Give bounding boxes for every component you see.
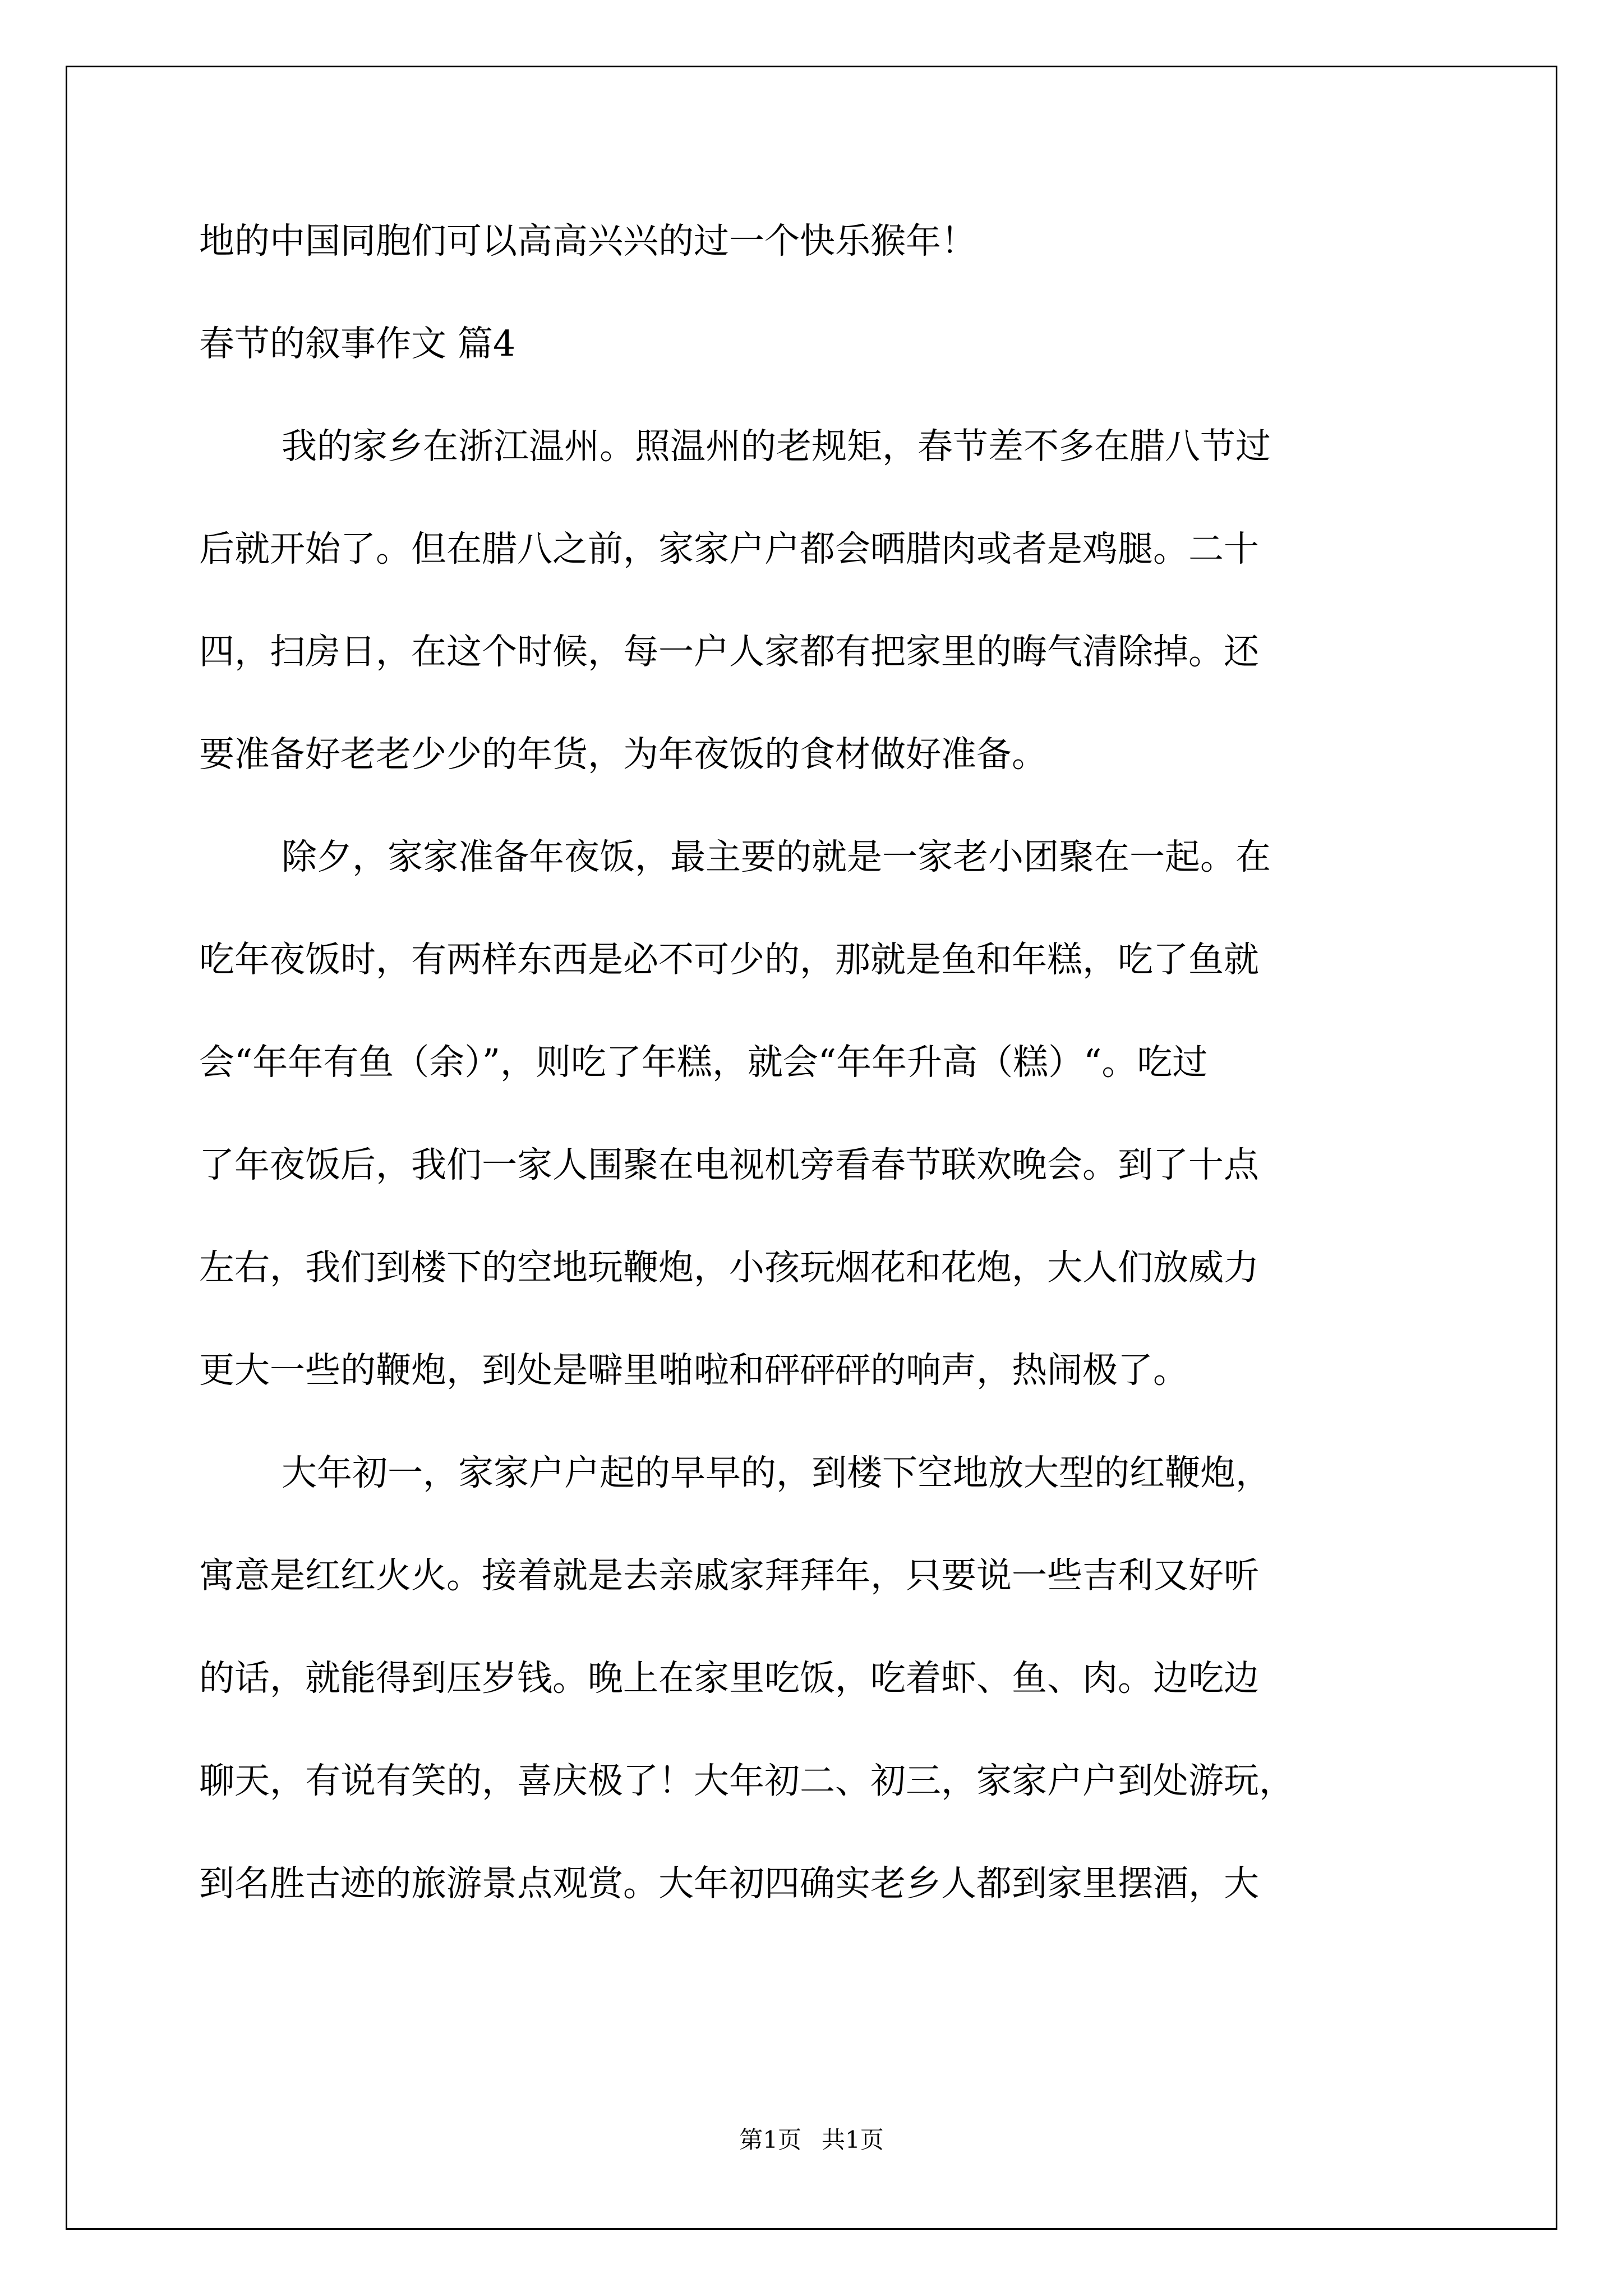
paragraph-first-line: 大年初一，家家户户起的早早的，到楼下空地放大型的红鞭炮，: [282, 1452, 1271, 1493]
text-line: 的话，就能得到压岁钱。晚上在家里吃饭，吃着虾、鱼、肉。边吃边: [199, 1658, 1259, 1699]
text-line: 左右，我们到楼下的空地玩鞭炮，小孩玩烟花和花炮，大人们放威力: [199, 1247, 1259, 1288]
paragraph-first-line: 我的家乡在浙江温州。照温州的老规矩，春节差不多在腊八节过: [282, 426, 1271, 467]
paragraph-first-line: 除夕，家家准备年夜饭，最主要的就是一家老小团聚在一起。在: [282, 836, 1271, 877]
text-line: 到名胜古迹的旅游景点观赏。大年初四确实老乡人都到家里摆酒，大: [199, 1863, 1259, 1904]
text-line: 吃年夜饭时，有两样东西是必不可少的，那就是鱼和年糕，吃了鱼就: [199, 939, 1259, 980]
page-footer: [0, 2123, 1623, 2157]
text-line: 后就开始了。但在腊八之前，家家户户都会晒腊肉或者是鸡腿。二十: [199, 528, 1259, 569]
page-total: 共1页: [822, 2126, 884, 2154]
text-line: 会“年年有鱼（余）”，则吃了年糕，就会“年年升高（糕）“。吃过: [199, 1042, 1208, 1083]
text-line: 四，扫房日，在这个时候，每一户人家都有把家里的晦气清除掉。还: [199, 631, 1259, 672]
page-number: 第1页: [739, 2126, 801, 2154]
section-heading: 春节的叙事作文 篇4: [199, 323, 516, 364]
document-body: [199, 213, 1427, 1958]
text-line: 要准备好老老少少的年货，为年夜饭的食材做好准备。: [199, 734, 1047, 775]
text-line: 寓意是红红火火。接着就是去亲戚家拜拜年，只要说一些吉利又好听: [199, 1555, 1259, 1596]
text-line: 聊天，有说有笑的，喜庆极了！大年初二、初三，家家户户到处游玩，: [199, 1760, 1294, 1801]
text-line: 更大一些的鞭炮，到处是噼里啪啦和砰砰砰的响声，热闹极了。: [199, 1350, 1188, 1391]
text-line: 了年夜饭后，我们一家人围聚在电视机旁看春节联欢晚会。到了十点: [199, 1144, 1259, 1185]
text-line: 地的中国同胞们可以高高兴兴的过一个快乐猴年！: [199, 220, 976, 261]
